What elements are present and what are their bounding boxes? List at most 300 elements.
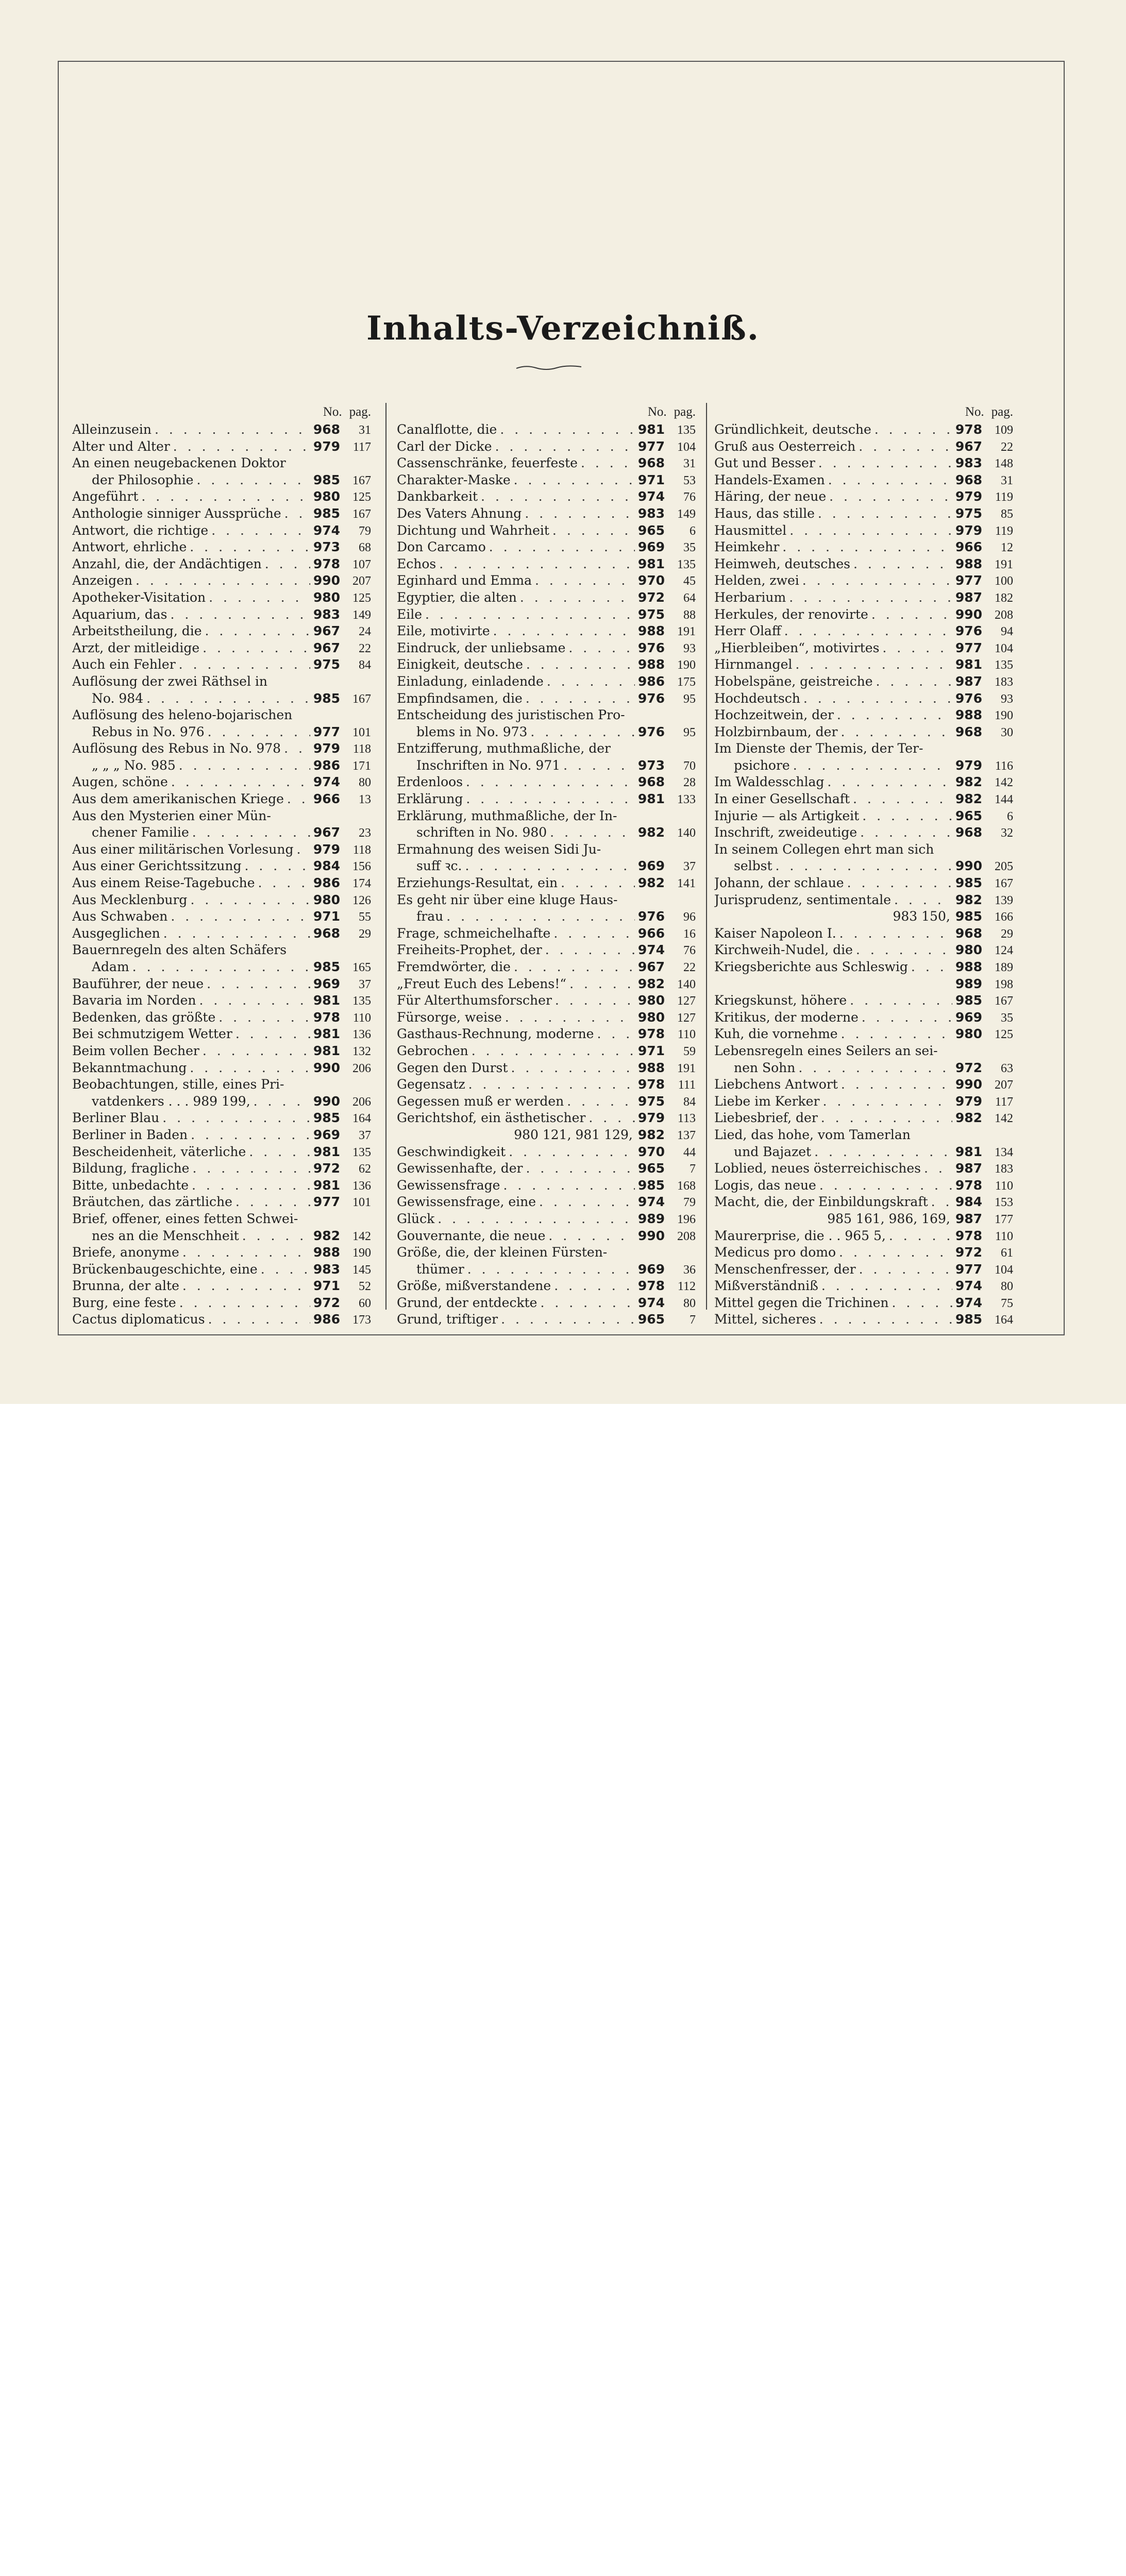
dot-leader <box>211 522 310 539</box>
entry-title: Hobelspäne, geistreiche <box>714 673 873 689</box>
dot-leader <box>841 1076 952 1093</box>
page-number: 119 <box>995 524 1013 538</box>
dot-leader <box>500 421 634 438</box>
dot-leader <box>192 1160 310 1177</box>
page-number: 104 <box>995 641 1013 655</box>
index-entry <box>714 1093 1013 1110</box>
index-entry <box>397 774 696 791</box>
issue-number: 967 <box>313 640 340 655</box>
entry-title: „ „ „ No. 985 <box>92 757 176 773</box>
issue-number: 980 <box>637 1009 665 1025</box>
issue-number: 981 <box>637 556 665 571</box>
page-number: 13 <box>359 793 371 807</box>
index-entry <box>714 724 1013 741</box>
page-number: 135 <box>677 423 696 437</box>
entry-title: Bauführer, der neue <box>72 976 204 991</box>
dot-leader <box>789 589 952 606</box>
index-entry <box>397 1278 696 1295</box>
entry-title: Gruß aus Oesterreich <box>714 438 856 454</box>
index-entry <box>714 488 1013 505</box>
entry-title: Mittel gegen die Trichinen <box>714 1295 889 1310</box>
page-number: 88 <box>683 608 696 622</box>
entry-title: Loblied, neues österreichisches <box>714 1161 921 1176</box>
entry-title: Gerichtshof, ein ästhetischer <box>397 1110 586 1126</box>
index-entry <box>397 875 696 892</box>
entry-title: der Philosophie <box>92 472 194 487</box>
entry-title: Grund, der entdeckte <box>397 1295 537 1310</box>
dot-leader <box>839 925 952 942</box>
issue-number: 978 <box>313 556 340 571</box>
page-number: 22 <box>359 641 371 655</box>
entry-title: Beobachtungen, stille, eines Pri- <box>72 1077 284 1092</box>
page-number: 75 <box>1001 1296 1013 1310</box>
dot-leader <box>493 623 635 640</box>
index-entry <box>72 992 371 1009</box>
page-number: 118 <box>352 843 371 857</box>
page-number: 93 <box>683 641 696 655</box>
issue-number: 976 <box>637 640 665 655</box>
entry-title: Kuh, die vornehme <box>714 1026 838 1042</box>
entry-title: No. 984 <box>92 690 144 706</box>
issue-number: 978 <box>955 1177 982 1193</box>
entry-title: Kriegskunst, höhere <box>714 993 847 1008</box>
page-number: 125 <box>352 490 371 504</box>
issue-number: 981 <box>955 1144 982 1159</box>
page-number: 191 <box>677 1061 696 1075</box>
issue-number: 982 <box>637 875 665 891</box>
issue-number: 980 <box>955 942 982 958</box>
issue-number: 987 <box>955 1211 982 1226</box>
issue-number: 988 <box>313 1245 340 1260</box>
entry-title: Adam <box>92 959 129 974</box>
issue-number: 976 <box>955 623 982 639</box>
issue-number: 980 <box>313 489 340 504</box>
page-number: 164 <box>995 1313 1013 1327</box>
issue-number: 971 <box>637 1043 665 1058</box>
issue-number: 974 <box>955 1278 982 1294</box>
issue-number: 976 <box>955 690 982 706</box>
page-number: 183 <box>995 675 1013 689</box>
entry-title: selbst <box>734 858 772 874</box>
index-entry <box>714 707 1013 724</box>
entry-title: Maurerprise, die . . 965 5, <box>714 1228 886 1243</box>
index-entry <box>397 791 696 808</box>
page-number: 167 <box>352 507 371 521</box>
dot-leader <box>171 908 310 925</box>
issue-number: 980 <box>637 993 665 1008</box>
index-entry <box>714 1244 1013 1261</box>
index-column-1 <box>72 403 371 1328</box>
dot-leader <box>526 1160 634 1177</box>
page-number: 198 <box>995 977 1013 991</box>
entry-title: Größe, die, der kleinen Fürsten- <box>397 1245 608 1260</box>
entry-title: Entzifferung, muthmaßliche, der <box>397 741 611 756</box>
dot-leader <box>526 656 635 673</box>
issue-number: 990 <box>955 1077 982 1092</box>
dot-leader <box>505 1009 635 1026</box>
page-number: 64 <box>683 591 696 605</box>
page-number: 6 <box>690 524 696 538</box>
page-number: 206 <box>352 1095 371 1109</box>
page-number: 127 <box>677 994 696 1008</box>
entry-title: Größe, mißverstandene <box>397 1278 551 1294</box>
issue-number: 985 <box>313 472 340 487</box>
index-entry <box>397 606 696 623</box>
index-entry <box>397 992 696 1009</box>
entry-title: Aus dem amerikanischen Kriege <box>72 791 284 807</box>
entry-title: Aus den Mysterien einer Mün- <box>72 808 271 823</box>
entry-title: Handels-Examen <box>714 472 825 487</box>
index-entry <box>397 925 696 942</box>
issue-number: 977 <box>313 724 340 739</box>
dot-leader <box>784 623 952 640</box>
issue-number: 972 <box>313 1161 340 1176</box>
entry-title: Aus Schwaben <box>72 909 168 924</box>
dot-leader <box>568 640 634 657</box>
entry-title: chener Familie <box>92 825 189 840</box>
issue-number: 979 <box>637 1110 665 1126</box>
index-column-3 <box>714 403 1013 1328</box>
index-entry <box>397 1043 696 1060</box>
dot-leader <box>203 640 310 657</box>
issue-number: 968 <box>955 925 982 941</box>
issue-number: 973 <box>313 539 340 555</box>
index-entry <box>72 1160 371 1177</box>
dot-leader <box>548 1228 634 1245</box>
index-entry <box>397 1211 696 1228</box>
issue-number: 979 <box>955 757 982 773</box>
issue-number: 986 <box>313 875 340 891</box>
dot-leader <box>249 1144 310 1161</box>
entry-title: Beim vollen Becher <box>72 1043 199 1058</box>
issue-number: 982 <box>313 1228 340 1243</box>
index-entry <box>397 673 696 690</box>
index-entry <box>397 1228 696 1245</box>
entry-title: blems in No. 973 <box>416 724 528 739</box>
index-entry <box>72 673 371 690</box>
issue-number: 968 <box>955 825 982 840</box>
issue-number: 969 <box>313 1127 340 1142</box>
page-number: 205 <box>995 860 1013 874</box>
dot-leader <box>553 925 634 942</box>
index-entry <box>72 1009 371 1026</box>
entry-title: Auch ein Fehler <box>72 657 176 672</box>
column-divider <box>706 403 707 1310</box>
index-entry <box>397 1177 696 1194</box>
index-entry <box>714 1026 1013 1043</box>
issue-number: 965 <box>637 1312 665 1327</box>
issue-number: 968 <box>313 422 340 437</box>
index-entry <box>714 976 1013 993</box>
index-entry <box>397 976 696 993</box>
entry-title: Holzbirnbaum, der <box>714 724 838 739</box>
index-entry <box>72 976 371 993</box>
entry-title: Heimkehr <box>714 539 780 555</box>
issue-number: 984 <box>313 858 340 874</box>
page-number: 118 <box>352 742 371 756</box>
dot-leader <box>219 1009 310 1026</box>
entry-title: Apotheker-Visitation <box>72 589 206 605</box>
issue-number: 965 <box>955 808 982 823</box>
column-header <box>72 403 371 421</box>
issue-number: 970 <box>637 1144 665 1159</box>
entry-title: Mißverständniß <box>714 1278 818 1294</box>
entry-title: In seinem Collegen ehrt man sich <box>714 841 934 857</box>
issue-number: 969 <box>637 539 665 555</box>
entry-title: psichore <box>734 757 790 773</box>
entry-title: Häring, der neue <box>714 489 827 504</box>
index-entry <box>714 438 1013 455</box>
page-number: 167 <box>352 473 371 487</box>
index-entry <box>714 1228 1013 1245</box>
issue-number: 971 <box>637 472 665 487</box>
entry-title: Don Carcamo <box>397 539 486 555</box>
page-number: 116 <box>995 759 1013 773</box>
page-number: 29 <box>359 927 371 941</box>
entry-title: Kirchweih-Nudel, die <box>714 942 853 958</box>
index-entry <box>397 572 696 589</box>
index-entry <box>72 774 371 791</box>
page-number: 207 <box>352 574 371 588</box>
entry-title: Einigkeit, deutsche <box>397 657 523 672</box>
page-number: 207 <box>995 1078 1013 1092</box>
index-entry <box>714 1144 1013 1161</box>
entry-title: „Hierbleiben“, motivirtes <box>714 640 880 655</box>
entry-title: Charakter-Maske <box>397 472 511 487</box>
entry-title: Gegensatz <box>397 1077 465 1092</box>
entry-title: Des Vaters Ahnung <box>397 505 522 521</box>
page-number: 117 <box>995 1095 1013 1109</box>
index-entry <box>72 1144 371 1161</box>
issue-number: 969 <box>637 1261 665 1277</box>
entry-title: Antwort, ehrliche <box>72 539 187 555</box>
index-entry <box>397 757 696 774</box>
dot-leader <box>547 673 635 690</box>
entry-title: Herbarium <box>714 589 786 605</box>
page-number: 37 <box>359 977 371 991</box>
index-entry <box>397 707 696 724</box>
index-entry <box>714 1043 1013 1060</box>
issue-number: 981 <box>313 993 340 1008</box>
page-number: 84 <box>359 658 371 672</box>
index-entry <box>714 1278 1013 1295</box>
entry-title: Dankbarkeit <box>397 489 478 504</box>
issue-number: 983 <box>313 606 340 622</box>
dot-leader <box>552 522 635 539</box>
entry-title: Aus Mecklenburg <box>72 892 188 907</box>
dot-leader <box>173 438 310 455</box>
page-number: 6 <box>1007 809 1013 823</box>
issue-number: 972 <box>955 1060 982 1075</box>
entry-title: Hirnmangel <box>714 657 793 672</box>
dot-leader <box>179 1295 310 1312</box>
page-number: 132 <box>352 1044 371 1058</box>
dot-leader <box>261 1261 310 1278</box>
issue-number: 978 <box>313 1009 340 1025</box>
index-entry <box>714 522 1013 539</box>
dot-leader <box>284 740 310 757</box>
issue-number: 981 <box>313 1177 340 1193</box>
entry-title: Herr Olaff <box>714 623 781 639</box>
page-number: 24 <box>359 625 371 639</box>
entry-title: Bauernregeln des alten Schäfers <box>72 942 287 958</box>
entry-title: Eindruck, der unliebsame <box>397 640 566 655</box>
page-number: 125 <box>352 591 371 605</box>
header-no: No. <box>323 405 342 419</box>
index-entry <box>397 724 696 741</box>
dot-leader <box>853 556 952 573</box>
index-entry <box>72 858 371 875</box>
dot-leader <box>171 774 310 791</box>
dot-leader <box>822 1093 952 1110</box>
page-number: 68 <box>359 541 371 555</box>
issue-number: 974 <box>637 1194 665 1210</box>
index-entry <box>397 959 696 976</box>
issue-number: 978 <box>637 1077 665 1092</box>
entry-title: Carl der Dicke <box>397 438 492 454</box>
page-number: 196 <box>677 1212 696 1226</box>
issue-number: 969 <box>955 1009 982 1025</box>
page-number: 80 <box>683 1296 696 1310</box>
index-entry <box>714 774 1013 791</box>
page-number: 149 <box>352 608 371 622</box>
issue-number: 988 <box>955 959 982 974</box>
index-entry <box>397 1060 696 1077</box>
index-entry <box>397 1110 696 1127</box>
issue-number: 974 <box>313 774 340 790</box>
index-entry <box>72 1060 371 1077</box>
index-entry <box>72 1295 371 1312</box>
entry-title: Brief, offener, eines fetten Schwei- <box>72 1211 298 1226</box>
entry-title: Auflösung der zwei Räthsel in <box>72 673 267 689</box>
index-entry <box>714 1009 1013 1026</box>
entry-title: Auflösung des Rebus in No. 978 <box>72 741 281 756</box>
dot-leader <box>776 858 952 875</box>
index-entry <box>714 589 1013 606</box>
index-entry <box>714 757 1013 774</box>
dot-leader <box>155 421 310 438</box>
dot-leader <box>802 572 952 589</box>
dot-leader <box>163 925 310 942</box>
page-number: 164 <box>352 1112 371 1126</box>
dot-leader <box>466 774 635 791</box>
page-number: 55 <box>359 910 371 924</box>
entry-title: Haus, das stille <box>714 505 815 521</box>
page-number: 153 <box>995 1196 1013 1210</box>
issue-number: 982 <box>955 791 982 807</box>
entry-title: und Bajazet <box>734 1144 812 1159</box>
entry-title: Gewissensfrage, eine <box>397 1194 536 1210</box>
page-number: 63 <box>1001 1061 1013 1075</box>
dot-leader <box>827 774 952 791</box>
page-number: 110 <box>995 1229 1013 1243</box>
page-number: 206 <box>352 1061 371 1075</box>
dot-leader <box>853 791 952 808</box>
page-number: 174 <box>352 877 371 891</box>
index-entry <box>72 1194 371 1211</box>
dot-leader <box>284 505 310 522</box>
entry-title: Im Dienste der Themis, der Ter- <box>714 741 923 756</box>
dot-leader <box>146 690 310 707</box>
entry-title: Augen, schöne <box>72 774 168 790</box>
page-number: 182 <box>995 591 1013 605</box>
entry-title: 985 161, 986, 169, <box>827 1211 950 1226</box>
issue-number: 967 <box>313 825 340 840</box>
page-number: 80 <box>1001 1280 1013 1294</box>
entry-title: Gegen den Durst <box>397 1060 508 1075</box>
entry-title: Geschwindigkeit <box>397 1144 506 1159</box>
issue-number: 982 <box>955 774 982 790</box>
issue-number: 981 <box>313 1026 340 1042</box>
page-number: 31 <box>359 423 371 437</box>
dot-leader <box>530 724 634 741</box>
index-entry <box>397 824 696 841</box>
issue-number: 977 <box>955 573 982 588</box>
entry-title: Freiheits-Prophet, der <box>397 942 542 958</box>
index-entry <box>714 925 1013 942</box>
page-number: 95 <box>683 692 696 706</box>
page-number: 173 <box>352 1313 371 1327</box>
dot-leader <box>924 1160 952 1177</box>
entry-title: vatdenkers . . . 989 199, <box>92 1093 250 1109</box>
dot-leader <box>525 505 635 522</box>
page-number: 191 <box>677 625 696 639</box>
page-number: 61 <box>1001 1246 1013 1260</box>
issue-number: 990 <box>313 573 340 588</box>
page-number: 101 <box>352 1196 371 1210</box>
entry-title: Egyptier, die alten <box>397 589 517 605</box>
dot-leader <box>205 623 310 640</box>
index-entry <box>714 740 1013 757</box>
page-number: 62 <box>359 1162 371 1176</box>
page-number: 22 <box>1001 440 1013 454</box>
page-number: 94 <box>1001 625 1013 639</box>
index-entry <box>397 858 696 875</box>
dot-leader <box>828 472 952 489</box>
page-number: 32 <box>1001 826 1013 840</box>
dot-leader <box>141 488 310 505</box>
dot-leader <box>859 1261 952 1278</box>
index-entry <box>397 1093 696 1110</box>
page-number: 135 <box>352 994 371 1008</box>
dot-leader <box>446 908 635 925</box>
entry-title: Hochzeitwein, der <box>714 707 834 723</box>
entry-title: Briefe, anonyme <box>72 1245 179 1260</box>
entry-title: Echos <box>397 556 436 571</box>
index-entry <box>397 505 696 522</box>
dot-leader <box>821 1278 952 1295</box>
issue-number: 990 <box>955 858 982 874</box>
entry-title: 980 121, 981 129, <box>514 1127 633 1142</box>
entry-title: Kaiser Napoleon I. <box>714 925 836 941</box>
page-number: 134 <box>995 1145 1013 1159</box>
entry-title: Erziehungs-Resultat, ein <box>397 875 558 891</box>
entry-title: Bekanntmachung <box>72 1060 187 1075</box>
dot-leader <box>569 976 635 993</box>
page-number: 101 <box>352 725 371 739</box>
entry-title: Liebesbrief, der <box>714 1110 818 1126</box>
entry-title: Berliner in Baden <box>72 1127 188 1142</box>
page-number: 31 <box>683 457 696 471</box>
entry-title: Gebrochen <box>397 1043 468 1058</box>
entry-title: Cassenschränke, feuerfeste <box>397 455 578 471</box>
index-entry <box>72 656 371 673</box>
dot-leader <box>439 556 635 573</box>
issue-number: 965 <box>637 1161 665 1176</box>
index-entry <box>72 539 371 556</box>
page-number: 208 <box>995 608 1013 622</box>
index-entry <box>714 673 1013 690</box>
